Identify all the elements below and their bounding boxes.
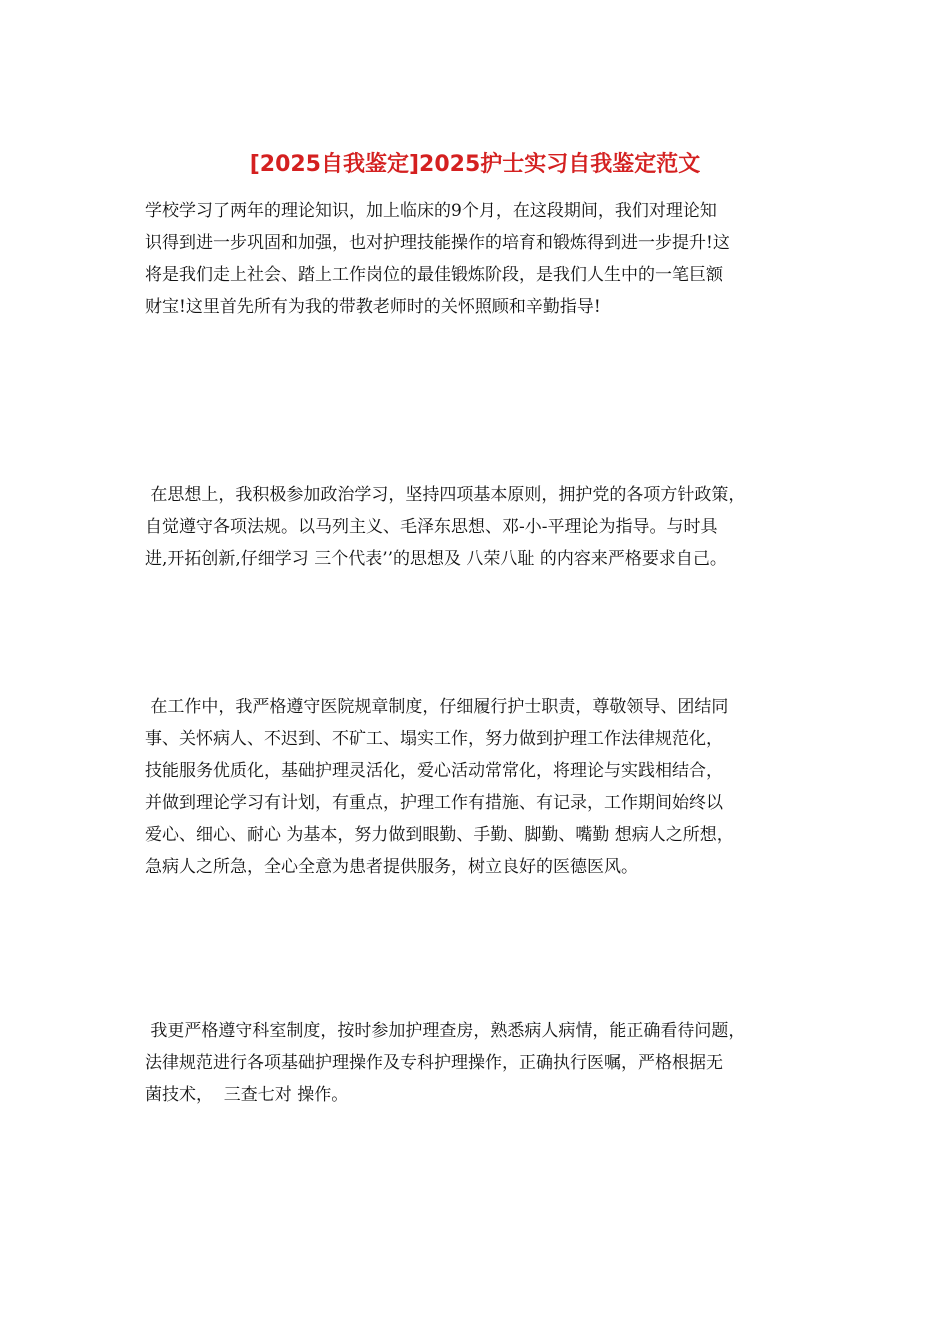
paragraph-line: 我更严格遵守科室制度，按时参加护理查房，熟悉病人病情，能正确看待问题， (145, 1021, 746, 1041)
paragraph-2 (145, 479, 845, 575)
paragraph-line: 财宝!这里首先所有为我的带教老师时的关怀照顾和辛勤指导! (145, 297, 601, 317)
paragraph-line: 技能服务优质化，基础护理灵活化，爱心活动常常化，将理论与实践相结合， (145, 761, 723, 781)
paragraph-4 (145, 1015, 845, 1111)
paragraph-line: 识得到进一步巩固和加强，也对护理技能操作的培育和锻炼得到进一步提升!这 (145, 233, 730, 253)
paragraph-3 (145, 691, 845, 883)
paragraph-line: 在思想上，我积极参加政治学习，坚持四项基本原则，拥护党的各项方针政策， (145, 485, 746, 505)
paragraph-line: 爱心、细心、耐心 为基本，努力做到眼勤、手勤、脚勤、嘴勤 想病人之所想， (145, 825, 734, 845)
paragraph-line: 自觉遵守各项法规。以马列主义、毛泽东思想、邓-小-平理论为指导。与时具 (145, 517, 718, 537)
paragraph-line: 菌技术， 三查七对 操作。 (145, 1085, 349, 1105)
paragraph-line: 进,开拓创新,仔细学习 三个代表’’的思想及 八荣八耻 的内容来严格要求自己。 (145, 549, 727, 569)
document-title: [2025自我鉴定]2025护士实习自我鉴定范文 (249, 152, 701, 177)
paragraph-1 (145, 195, 845, 323)
paragraph-line: 将是我们走上社会、踏上工作岗位的最佳锻炼阶段，是我们人生中的一笔巨额 (145, 265, 723, 285)
paragraph-line: 事、关怀病人、不迟到、不矿工、塌实工作，努力做到护理工作法律规范化， (145, 729, 723, 749)
paragraph-line: 在工作中，我严格遵守医院规章制度，仔细履行护士职责，尊敬领导、团结同 (145, 697, 729, 717)
paragraph-line: 并做到理论学习有计划，有重点，护理工作有措施、有记录，工作期间始终以 (145, 793, 723, 813)
paragraph-line: 法律规范进行各项基础护理操作及专科护理操作，正确执行医嘱，严格根据无 (145, 1053, 723, 1073)
paragraph-line: 学校学习了两年的理论知识，加上临床的9个月，在这段期间，我们对理论知 (145, 201, 717, 221)
paragraph-line: 急病人之所急，全心全意为患者提供服务，树立良好的医德医风。 (145, 857, 638, 877)
